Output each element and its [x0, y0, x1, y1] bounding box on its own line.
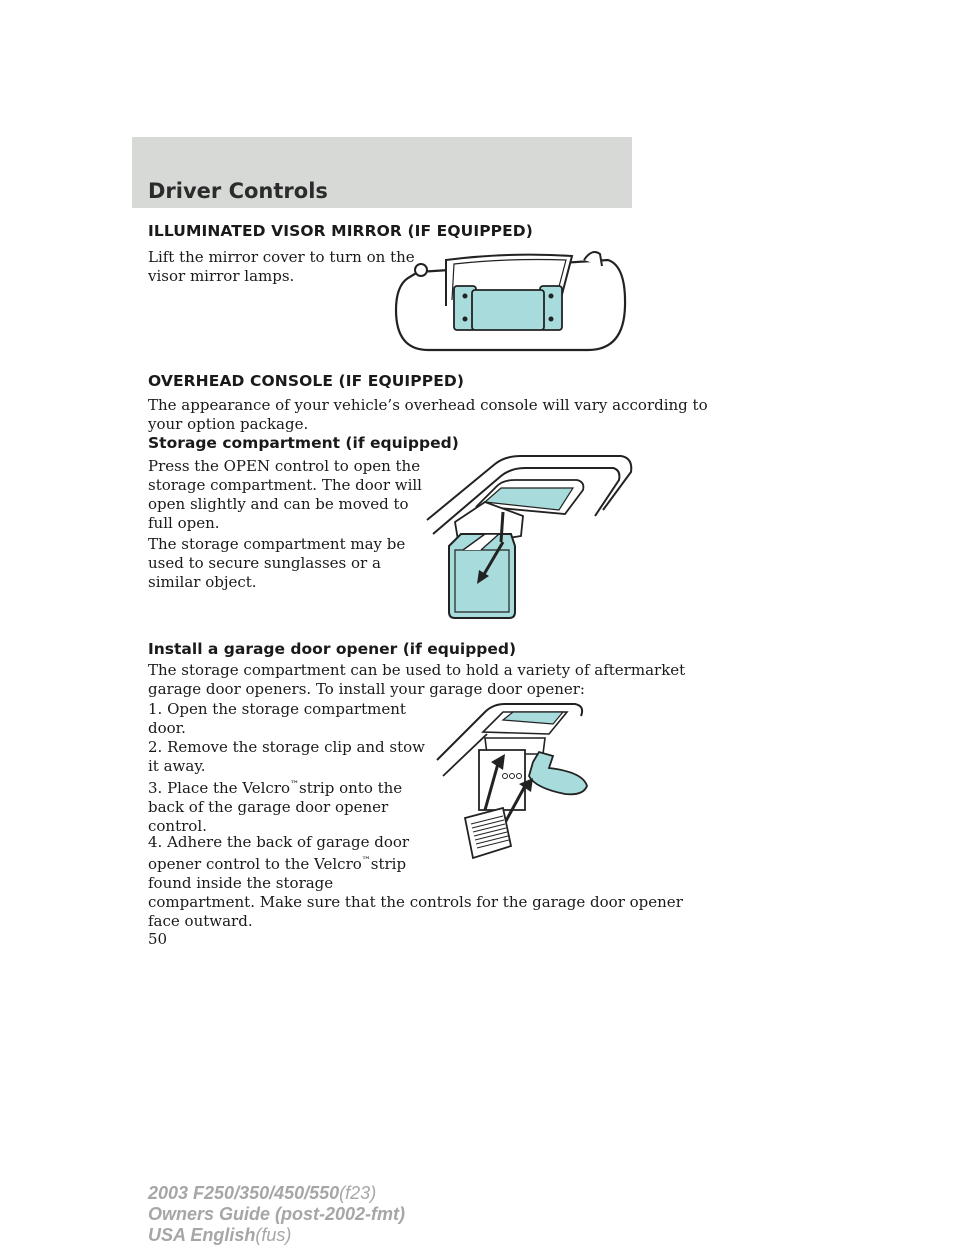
overhead-console-text: The appearance of your vehicle’s overhead console will vary according to your option package.: [148, 396, 708, 433]
trademark-symbol: ™: [361, 856, 371, 866]
storage-heading: Storage compartment (if equipped): [148, 434, 459, 452]
garage-step-2: 2. Remove the storage clip and stow it away.: [148, 738, 426, 775]
garage-step-1: 1. Open the storage compartment door.: [148, 700, 406, 737]
storage-compartment-illustration: [425, 450, 635, 620]
overhead-console-heading: OVERHEAD CONSOLE (IF EQUIPPED): [148, 372, 465, 390]
garage-step-4: 4. Adhere the back of garage door opener control to the Velcro™strip found inside the storage compartment. Make sure that the controls for the garage door opener face outward.: [148, 833, 683, 930]
storage-text-2: The storage compartment may be used to secure sunglasses or a similar object.: [148, 535, 406, 591]
footer: 2003 F250/350/450/550(f23) Owners Guide (post-2002-fmt) USA English(fus): [148, 1183, 406, 1245]
visor-mirror-text: Lift the mirror cover to turn on the visor mirror lamps.: [148, 248, 415, 285]
garage-opener-illustration: [435, 690, 635, 862]
section-title: Driver Controls: [148, 179, 328, 203]
trademark-symbol: ™: [290, 780, 300, 790]
garage-step-3: 3. Place the Velcro™strip onto the back of the garage door opener control.: [148, 779, 403, 835]
garage-heading: Install a garage door opener (if equipped): [148, 640, 517, 658]
garage-intro: The storage compartment can be used to hold a variety of aftermarket garage door openers. To install your garage door opener:: [148, 661, 686, 698]
page-number: 50: [148, 930, 168, 948]
visor-mirror-illustration: [388, 246, 633, 356]
storage-text-1: Press the OPEN control to open the storage compartment. The door will open slightly and can be moved to full open.: [148, 457, 422, 532]
visor-mirror-heading: ILLUMINATED VISOR MIRROR (IF EQUIPPED): [148, 222, 533, 240]
